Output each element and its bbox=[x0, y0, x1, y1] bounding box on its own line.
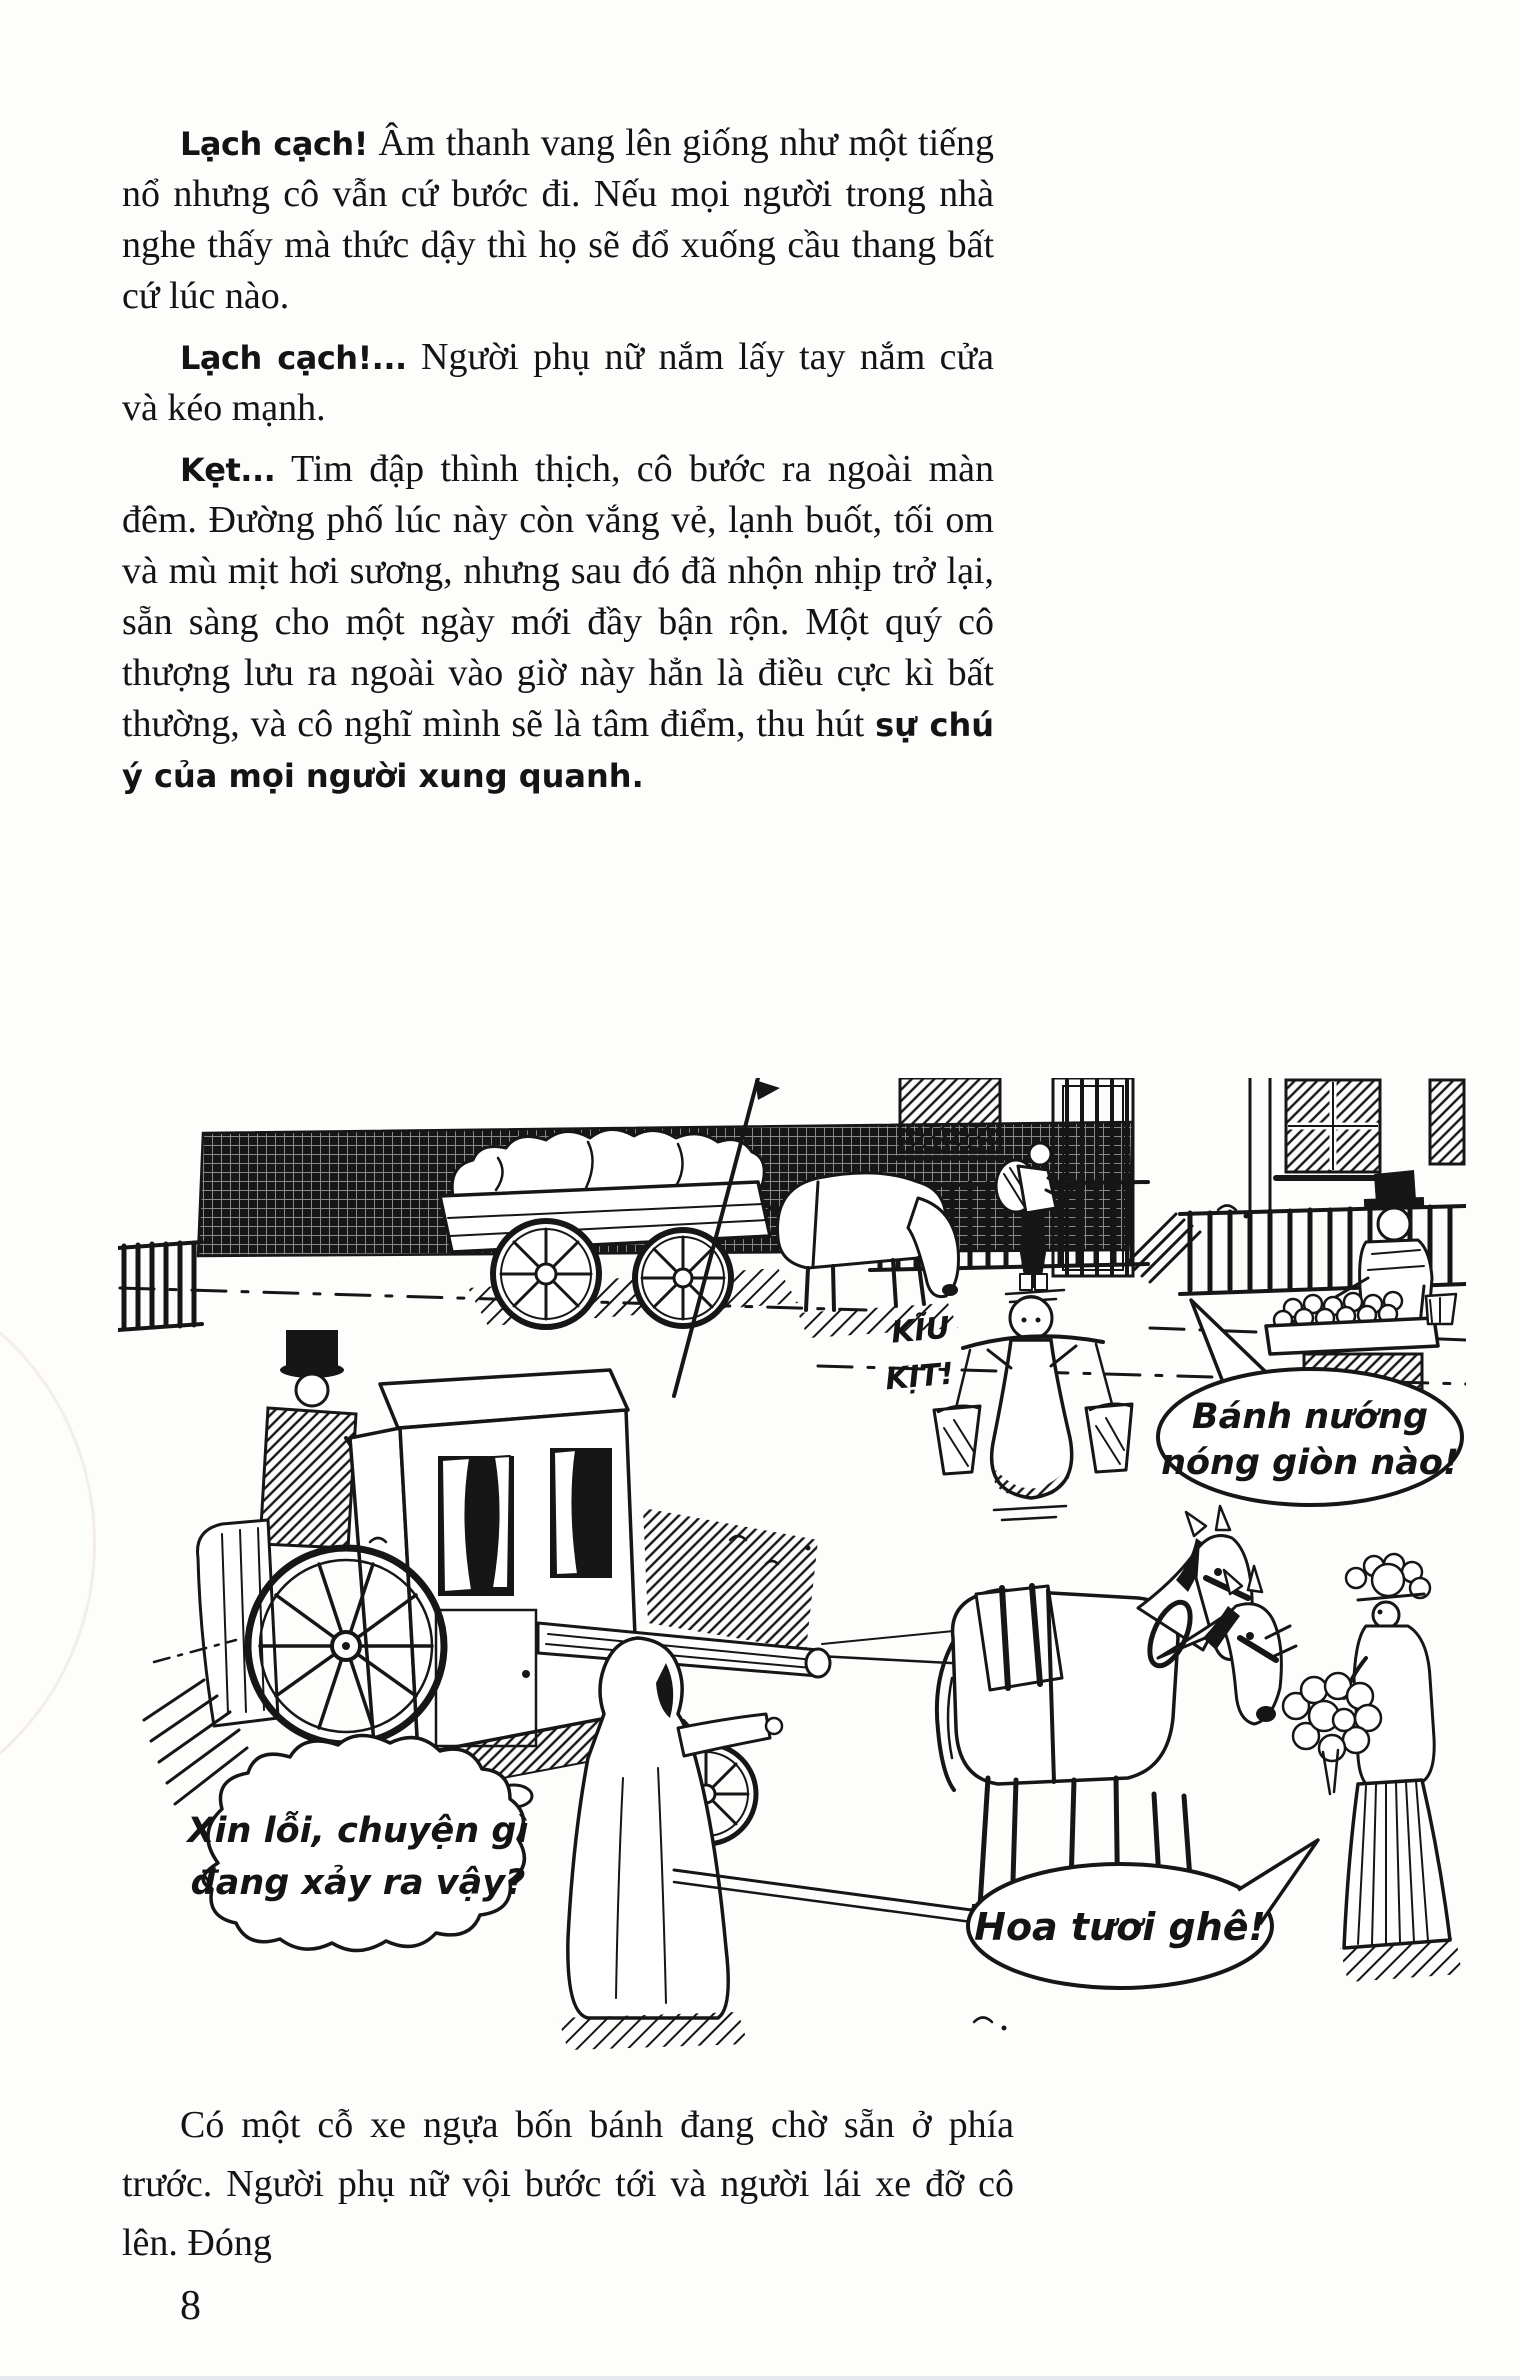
paragraph-2-text: Người phụ nữ nắm lấy tay nắm cửa và kéo mạnh. bbox=[122, 336, 995, 429]
water-carrier bbox=[934, 1295, 1132, 1520]
speech-bubble-hooded-woman bbox=[186, 1735, 529, 1950]
bottom-edge-line bbox=[0, 2376, 1520, 2380]
hooded-woman-bubble-line2: đang xảy ra vậy? bbox=[190, 1863, 526, 1903]
street-scene-illustration bbox=[118, 1078, 1466, 2066]
paragraph-1-text: Âm thanh vang lên giống như một tiếng nổ nhưng cô vẫn cứ bước đi. Nếu mọi người trong nhà nghe thấy mà thức dậy thì họ sẽ đổ xuống cầu thang bất cứ lúc nào. bbox=[122, 122, 995, 317]
onomatopoeia-lead: Kẹt... bbox=[180, 451, 276, 489]
page-curl-shadow bbox=[0, 1260, 96, 1826]
cart-wheel bbox=[635, 1230, 731, 1326]
paragraph-4-text: Có một cỗ xe ngựa bốn bánh đang chờ sẵn ở phía trước. Người phụ nữ vội bước tới và người lái xe đỡ cô lên. Đóng bbox=[122, 2104, 1014, 2264]
flower-lady-bubble-text: Hoa tươi ghê! bbox=[974, 1905, 1266, 1949]
cart-wheel bbox=[493, 1221, 599, 1327]
flower-seller bbox=[1266, 1554, 1462, 1982]
paragraph-3 bbox=[122, 444, 994, 801]
carriage-window bbox=[550, 1448, 612, 1578]
bucket bbox=[934, 1406, 980, 1474]
carriage-wheel bbox=[248, 1548, 444, 1744]
paragraph-2 bbox=[122, 332, 994, 434]
bucket bbox=[1086, 1404, 1132, 1472]
paragraph-3-text: Tim đập thình thịch, cô bước ra ngoài màn đêm. Đường phố lúc này còn vắng vẻ, lạnh buốt, tối om và mù mịt hơi sương, nhưng sau đó đã nhộn nhịp trở lại, sẵn sàng cho một ngày mới đầy bận rộn. Một quý cô thượng lưu ra ngoài vào giờ này hẳn là điều cực kì bất thường, và cô nghĩ mình sẽ là tâm điểm, thu hút bbox=[122, 448, 994, 745]
hooded-woman-bubble-line1: Xin lỗi, chuyện gì bbox=[187, 1811, 529, 1851]
paragraph-3-bold-tail: sự chú ý của mọi người xung quanh. bbox=[122, 706, 995, 795]
baker-bubble-line1: Bánh nướng bbox=[1191, 1397, 1429, 1437]
carriage-window bbox=[438, 1456, 514, 1596]
page-number: 8 bbox=[180, 2283, 201, 2329]
sound-effect-line1: KĨU bbox=[889, 1310, 952, 1351]
baker-bubble-line2: nóng giòn nào! bbox=[1161, 1443, 1459, 1483]
paragraph-1 bbox=[122, 118, 994, 322]
sound-effect-line2: KỊT! bbox=[883, 1356, 956, 1398]
onomatopoeia-lead: Lạch cạch!... bbox=[180, 339, 407, 377]
sound-effect-text bbox=[880, 1309, 956, 1398]
paragraph-4 bbox=[122, 2096, 1014, 2273]
bun-tray bbox=[1266, 1292, 1456, 1354]
bottom-text bbox=[122, 2096, 1014, 2273]
body-text bbox=[122, 118, 994, 801]
flower-hat bbox=[1346, 1554, 1430, 1600]
onomatopoeia-lead: Lạch cạch! bbox=[180, 125, 368, 163]
speech-bubble-flower-lady bbox=[968, 1840, 1318, 1988]
